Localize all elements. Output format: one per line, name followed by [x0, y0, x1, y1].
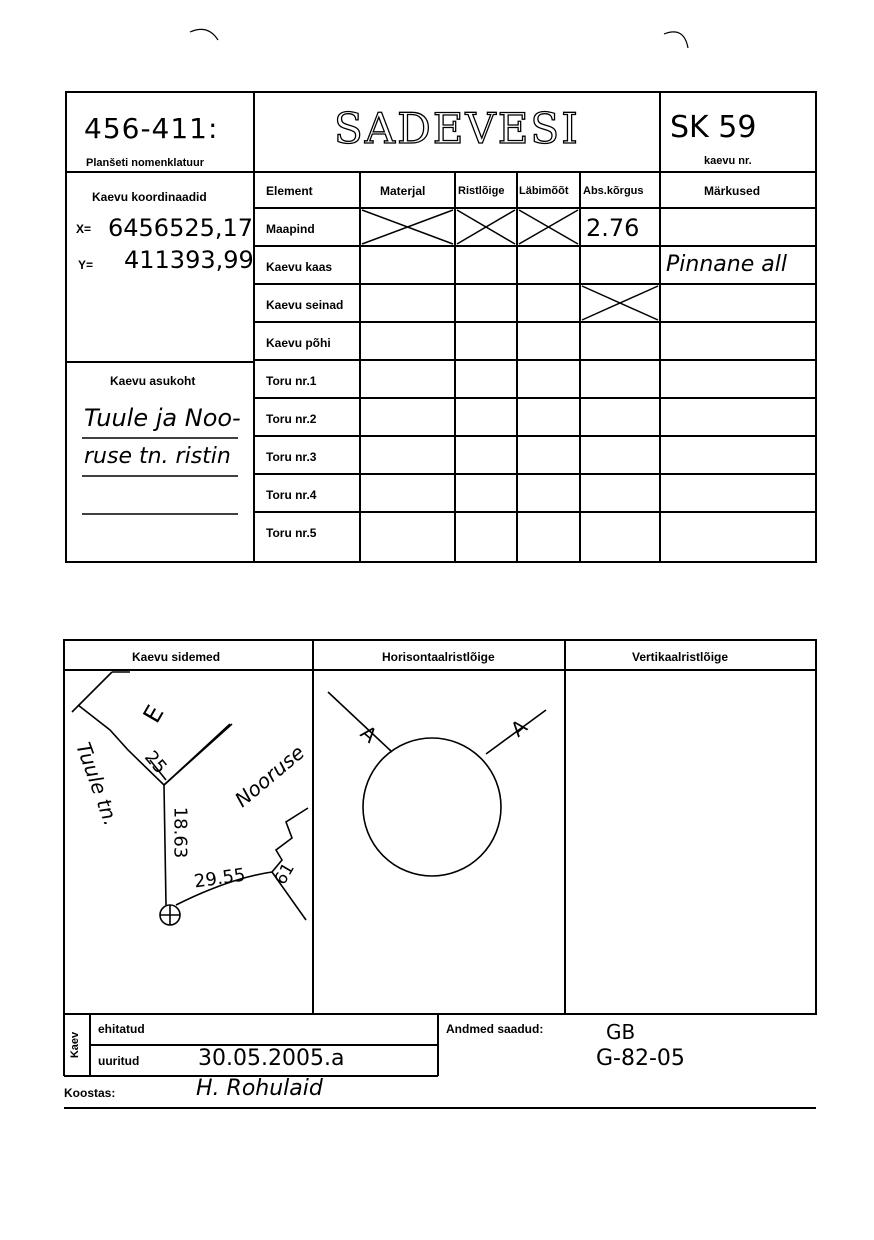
data-received-value-2: G-82-05 [596, 1046, 685, 1071]
well-number-value: SK 59 [670, 110, 757, 145]
col-header-remarks: Märkused [704, 184, 761, 198]
nomenclature-value: 456-411: [84, 112, 219, 145]
row-label-bottom: Kaevu põhi [266, 336, 331, 350]
col-header-cross-section: Ristlõige [458, 185, 505, 197]
well-number-label: kaevu nr. [704, 155, 752, 167]
sketch-label-tuule: Tuule tn. [71, 739, 124, 829]
row-label-pipe-1: Toru nr.1 [266, 374, 317, 388]
row-label-ground: Maapind [266, 222, 315, 236]
row-label-pipe-3: Toru nr.3 [266, 450, 317, 464]
x-prefix: X= [76, 222, 92, 236]
coordinates-label: Kaevu koordinaadid [92, 190, 207, 204]
surveyed-date-value: 30.05.2005.a [198, 1046, 345, 1071]
sketch-label-61: 61 [270, 859, 299, 889]
col-header-well-ties: Kaevu sidemed [132, 650, 221, 664]
well-vertical-label: Kaev [69, 1031, 82, 1059]
y-prefix: Y= [78, 258, 94, 272]
page-title: SADEVESI [334, 104, 580, 153]
data-received-value-1: GB [606, 1020, 636, 1044]
col-header-material: Materjal [380, 184, 426, 198]
col-header-diameter: Läbimõõt [519, 185, 569, 197]
compiled-label: Koostas: [64, 1086, 116, 1100]
col-header-abs-height: Abs.kõrgus [583, 185, 644, 197]
lid-remark-value: Pinnane all [666, 252, 787, 277]
section-arrow-label-left: A [355, 720, 382, 748]
sketch-label-25: 25 [140, 746, 171, 779]
col-header-vertical-section: Vertikaalristlõige [632, 650, 729, 664]
ground-abs-height-value: 2.76 [586, 214, 640, 242]
location-line-2: ruse tn. ristin [84, 444, 231, 469]
row-label-walls: Kaevu seinad [266, 298, 344, 312]
sketch-label-e: E [137, 700, 170, 728]
col-header-element: Element [266, 184, 313, 198]
row-label-lid: Kaevu kaas [266, 260, 333, 274]
data-received-label: Andmed saadud: [446, 1022, 544, 1036]
sketch-label-1863: 18.63 [169, 806, 191, 859]
compiled-by-value: H. Rohulaid [196, 1076, 323, 1101]
row-label-pipe-2: Toru nr.2 [266, 412, 317, 426]
punch-hole-mark-right [664, 32, 688, 48]
location-label: Kaevu asukoht [110, 374, 196, 388]
col-header-horizontal-section: Horisontaalristlõige [382, 650, 495, 664]
surveyed-label: uuritud [98, 1054, 140, 1068]
location-line-1: Tuule ja Noo- [84, 404, 241, 432]
row-label-pipe-4: Toru nr.4 [266, 488, 317, 502]
sketch-label-nooruse: Nooruse [230, 740, 310, 812]
y-coordinate-value: 411393,99 [124, 246, 254, 274]
row-label-pipe-5: Toru nr.5 [266, 526, 317, 540]
nomenclature-label: Planšeti nomenklatuur [86, 157, 204, 169]
sketch-label-2955: 29.55 [192, 864, 247, 893]
built-label: ehitatud [98, 1022, 145, 1036]
section-arrow-label-right: A [505, 714, 532, 742]
punch-hole-mark-left [190, 29, 218, 40]
x-coordinate-value: 6456525,17 [108, 214, 254, 242]
